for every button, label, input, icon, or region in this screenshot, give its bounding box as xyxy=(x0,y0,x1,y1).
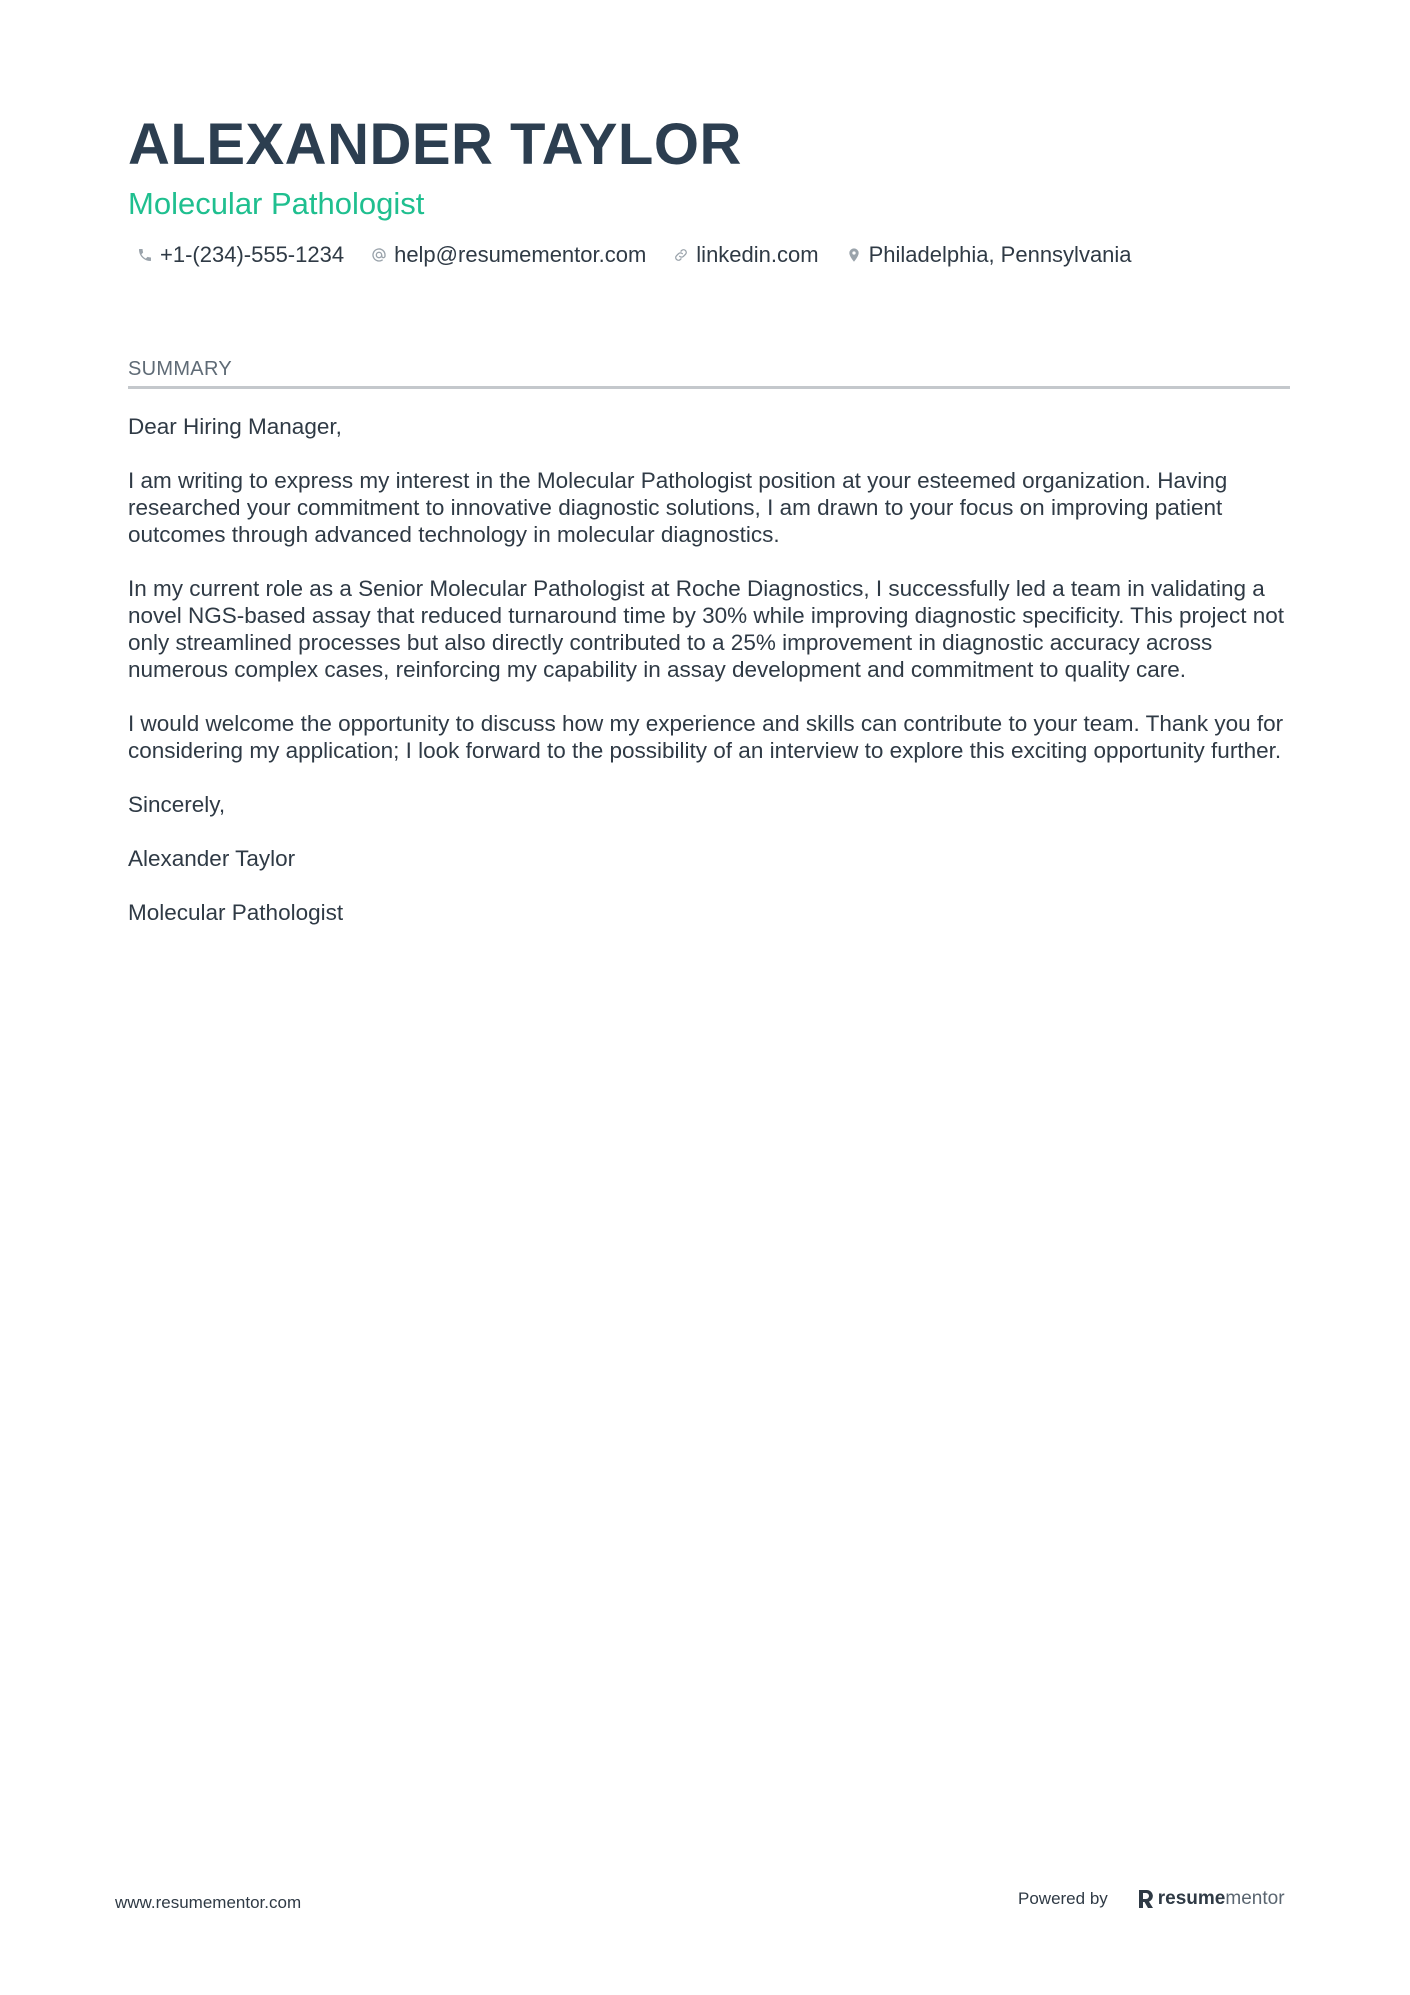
brand-name-light: mentor xyxy=(1225,1888,1285,1909)
letter-salutation: Dear Hiring Manager, xyxy=(128,414,342,439)
phone-text: +1-(234)-555-1234 xyxy=(160,242,345,267)
contact-location xyxy=(845,240,1132,270)
link-icon xyxy=(672,246,690,264)
contact-linkedin[interactable] xyxy=(672,240,818,270)
location-text: Philadelphia, Pennsylvania xyxy=(868,242,1132,267)
footer-website-link[interactable]: www.resumementor.com xyxy=(115,1893,302,1912)
resume-page xyxy=(128,110,1290,953)
letter-closing: Sincerely, xyxy=(128,792,226,817)
letter-paragraph: In my current role as a Senior Molecular Pathologist at Roche Diagnostics, I successfully led a team in validating a novel NGS-based assay that reduced turnaround time by 30% while improving diagnostic specificity. This project not only streamlined processes but also directly contributed to a 25% improvement in diagnostic accuracy across numerous complex cases, reinforcing my capability in assay development and commitment to quality care. xyxy=(128,576,1285,682)
candidate-name: ALEXANDER TAYLOR xyxy=(128,112,742,177)
letter-paragraph: I am writing to express my interest in the Molecular Pathologist position at your esteemed organization. Having researched your commitment to innovative diagnostic solutions, I am drawn to your focus on improving patient outcomes through advanced technology in molecular diagnostics. xyxy=(128,468,1228,547)
letter-paragraph: I would welcome the opportunity to discuss how my experience and skills can contribute to your team. Thank you for considering my application; I look forward to the possibility of an interview to explore this exciting opportunity further. xyxy=(128,711,1284,763)
letter-body xyxy=(128,413,1290,926)
contact-email[interactable] xyxy=(370,240,646,270)
section-heading-summary: SUMMARY xyxy=(128,356,1290,389)
resumementor-logo-icon xyxy=(1138,1889,1154,1909)
phone-icon xyxy=(136,246,154,264)
location-pin-icon xyxy=(845,246,863,264)
powered-by-label: Powered by xyxy=(1018,1889,1108,1908)
signature-title: Molecular Pathologist xyxy=(128,900,344,925)
candidate-role: Molecular Pathologist xyxy=(128,186,425,221)
contact-bar xyxy=(128,240,1290,270)
brand-name-bold: resume xyxy=(1157,1888,1226,1909)
linkedin-text: linkedin.com xyxy=(696,242,819,267)
footer-powered-by xyxy=(1018,1888,1285,1910)
signature-name: Alexander Taylor xyxy=(128,846,296,871)
contact-phone[interactable] xyxy=(136,240,344,270)
email-text: help@resumementor.com xyxy=(394,242,647,267)
at-icon xyxy=(370,246,388,264)
brand-logo[interactable] xyxy=(1138,1888,1285,1910)
